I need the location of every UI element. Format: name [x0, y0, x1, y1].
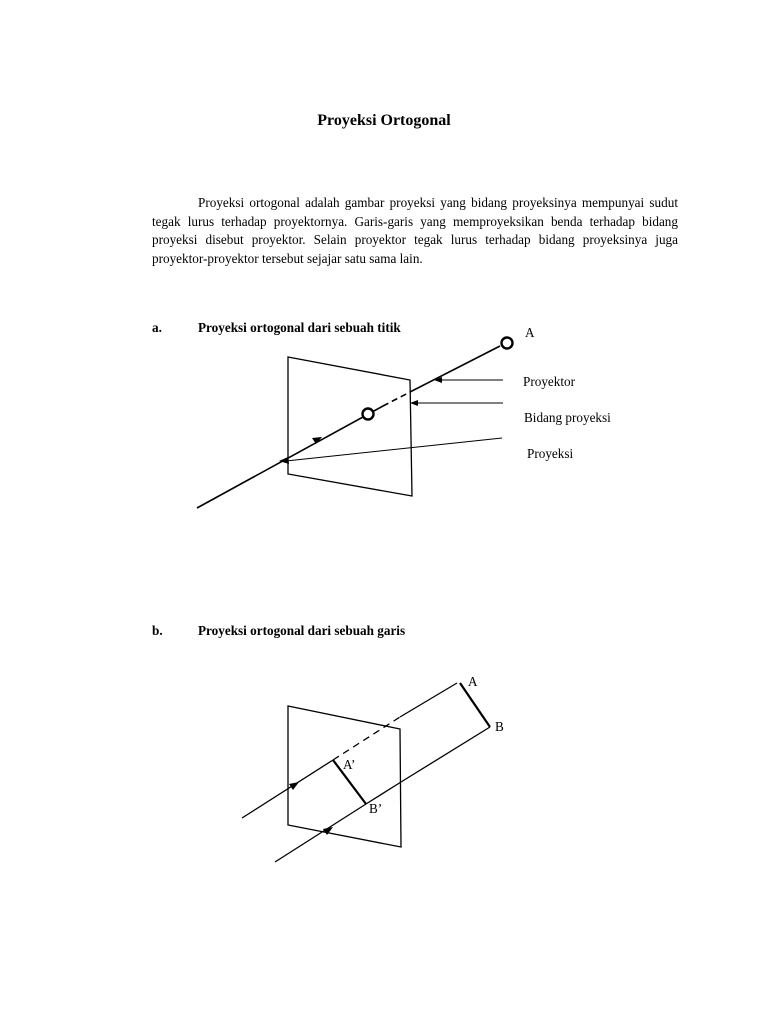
- label-proyektor: Proyektor: [523, 374, 576, 389]
- label-proyeksi: Proyeksi: [527, 446, 574, 461]
- line-ab: [460, 683, 490, 727]
- projector-line-back: [410, 346, 500, 392]
- projector-a-arrow: [289, 782, 299, 790]
- label-b: B: [495, 719, 504, 734]
- projector-a-back: [400, 683, 457, 717]
- projector-line-hidden: [383, 392, 410, 406]
- section-b-title: Proyeksi ortogonal dari sebuah garis: [198, 623, 406, 638]
- projection-plane-a: [288, 357, 412, 496]
- section-a-title: Proyeksi ortogonal dari sebuah titik: [198, 320, 401, 335]
- intro-text: Proyeksi ortogonal adalah gambar proyeksi yang bidang proyeksinya mempunyai sudut tegak lurus terhadap proyektornya. Garis-garis yang memproyeksikan benda terhadap bidang proyeksi disebut proyektor. Selain proyektor tegak lurus terhadap bidang proyeksinya juga proyektor-proyektor tersebut sejajar satu sama lain.: [152, 195, 678, 266]
- projector-b-back: [401, 727, 490, 782]
- page-title: Proyeksi Ortogonal: [317, 112, 451, 129]
- leader-bidang-arrow: [410, 400, 418, 406]
- label-point-a: A: [525, 325, 535, 340]
- figure-a: [197, 325, 611, 508]
- point-a-marker: [502, 338, 513, 349]
- projected-point-marker: [363, 409, 374, 420]
- projector-line-front: [197, 406, 383, 508]
- label-a-prime: A’: [343, 757, 356, 772]
- projector-a-hidden: [333, 717, 400, 760]
- section-a-number: a.: [152, 320, 162, 335]
- label-bidang-proyeksi: Bidang proyeksi: [524, 410, 611, 425]
- label-b-prime: B’: [369, 801, 383, 816]
- label-a: A: [468, 674, 478, 689]
- figure-b: [242, 674, 504, 862]
- section-b-number: b.: [152, 623, 163, 638]
